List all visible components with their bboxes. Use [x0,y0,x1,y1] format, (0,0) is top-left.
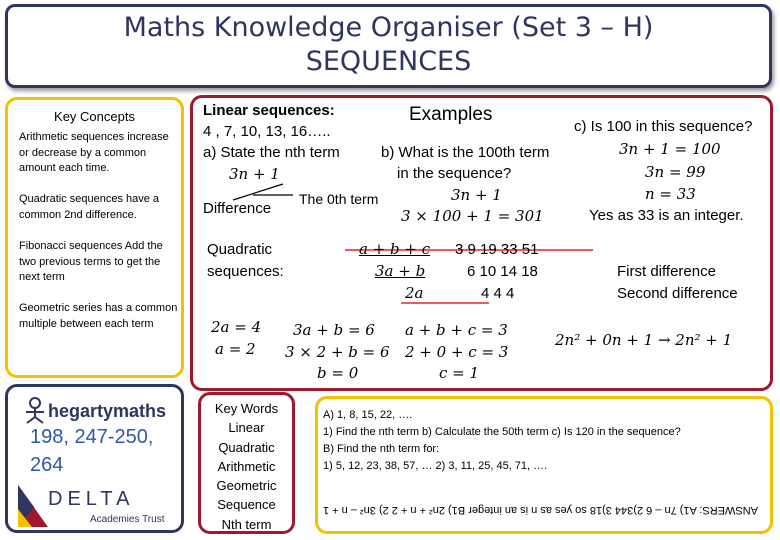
equation-col2-a: 3a + b = 6 [293,321,375,339]
delta-wordmark: DELTA [48,488,135,510]
row1-values: 3 9 19 33 51 [455,241,539,258]
question-a: a) State the nth term [203,144,340,161]
row3-expression: 2a [405,284,424,302]
keyword-geometric: Geometric [216,478,277,494]
key-words-heading: Key Words [214,401,279,416]
hegarty-figure-icon [22,397,48,425]
row1-expression: a + b + c [359,240,431,258]
question-set-b-parts: 1) 5, 12, 23, 38, 57, … 2) 3, 11, 25, 45, 71, …. [323,460,548,472]
hegarty-codes-line1: 198, 247-250, [30,426,154,448]
linear-sequence: 4 , 7, 10, 13, 16….. [203,123,331,140]
title-banner [5,4,772,88]
answer-b-2: 3 × 100 + 1 = 301 [401,207,544,225]
second-difference-label: Second difference [617,285,738,302]
resources-panel [5,384,184,533]
row2-values: 6 10 14 18 [467,263,538,280]
question-b-line2: in the sequence? [397,165,512,182]
keyword-sequence: Sequence [217,497,276,513]
row2-expression: 3a + b [375,262,426,280]
equation-col1-a: 2a = 4 [211,318,262,336]
answer-c-2: 3n = 99 [645,163,706,181]
linear-title: Linear sequences: [203,102,335,119]
page-title: Maths Knowledge Organiser (Set 3 – H) [123,12,654,43]
concept-quadratic: Quadratic sequences have a common 2nd difference. [19,193,160,221]
answer-c-4: Yes as 33 is an integer. [589,207,744,224]
equation-col3-b: 2 + 0 + c = 3 [405,343,509,361]
key-concepts-panel [5,97,184,378]
equation-col2-b: 3 × 2 + b = 6 [285,343,390,361]
question-set-a: A) 1, 8, 15, 22, …. [323,409,413,421]
zeroth-term-label: The 0th term [299,191,379,207]
answer-c-3: n = 33 [645,185,696,203]
examples-heading: Examples [409,104,493,125]
keyword-nth-term: Nth term [221,516,272,532]
key-words-panel [198,392,295,534]
equation-col3-c: c = 1 [439,364,480,382]
nth-term-result: 2n² + 0n + 1 → 2n² + 1 [555,331,733,349]
hegarty-codes-line2: 264 [30,454,64,476]
concept-arithmetic: Arithmetic sequences increase or decrease by a common amount each time. [19,131,169,174]
equation-col2-c: b = 0 [317,364,359,382]
academies-trust-label: Academies Trust [90,514,165,525]
answer-a: 3n + 1 [229,165,280,183]
concept-fibonacci: Fibonacci sequences Add the two previous terms to get the next term [19,240,163,283]
upside-down-answers: ANSWERS: A1) 7n – 6 2)344 3)18 so yes as n is an integer B1) 2n² + n + 2 2) 3n² – n + 1 [322,504,758,516]
hegartymaths-logo: hegartymaths [48,401,167,421]
delta-logo-icon [18,485,48,527]
difference-label: Difference [203,200,272,217]
equation-col3-a: a + b + c = 3 [405,321,508,339]
question-b-line1: b) What is the 100th term [381,144,550,161]
question-set-a-parts: 1) Find the nth term b) Calculate the 50th term c) Is 120 in the sequence? [323,426,681,438]
examples-panel [190,95,773,391]
concept-geometric: Geometric series has a common multiple between each term [19,302,178,330]
key-concepts-heading: Key Concepts [54,109,135,124]
key-words-list [201,399,292,534]
first-difference-label: First difference [617,263,716,280]
keyword-arithmetic: Arithmetic [217,458,276,474]
quadratic-label-1: Quadratic [207,241,273,258]
question-c: c) Is 100 in this sequence? [574,118,753,135]
question-set-b: B) Find the nth term for: [323,443,440,455]
keyword-quadratic: Quadratic [218,439,275,455]
answer-c-1: 3n + 1 = 100 [619,140,721,158]
equation-col1-b: a = 2 [215,340,256,358]
answer-b-1: 3n + 1 [451,186,502,204]
practice-questions-panel [315,396,773,534]
row3-values: 4 4 4 [481,285,515,302]
page-subtitle: SEQUENCES [305,46,472,77]
keyword-linear: Linear [228,420,265,436]
quadratic-label-2: sequences: [207,263,284,280]
